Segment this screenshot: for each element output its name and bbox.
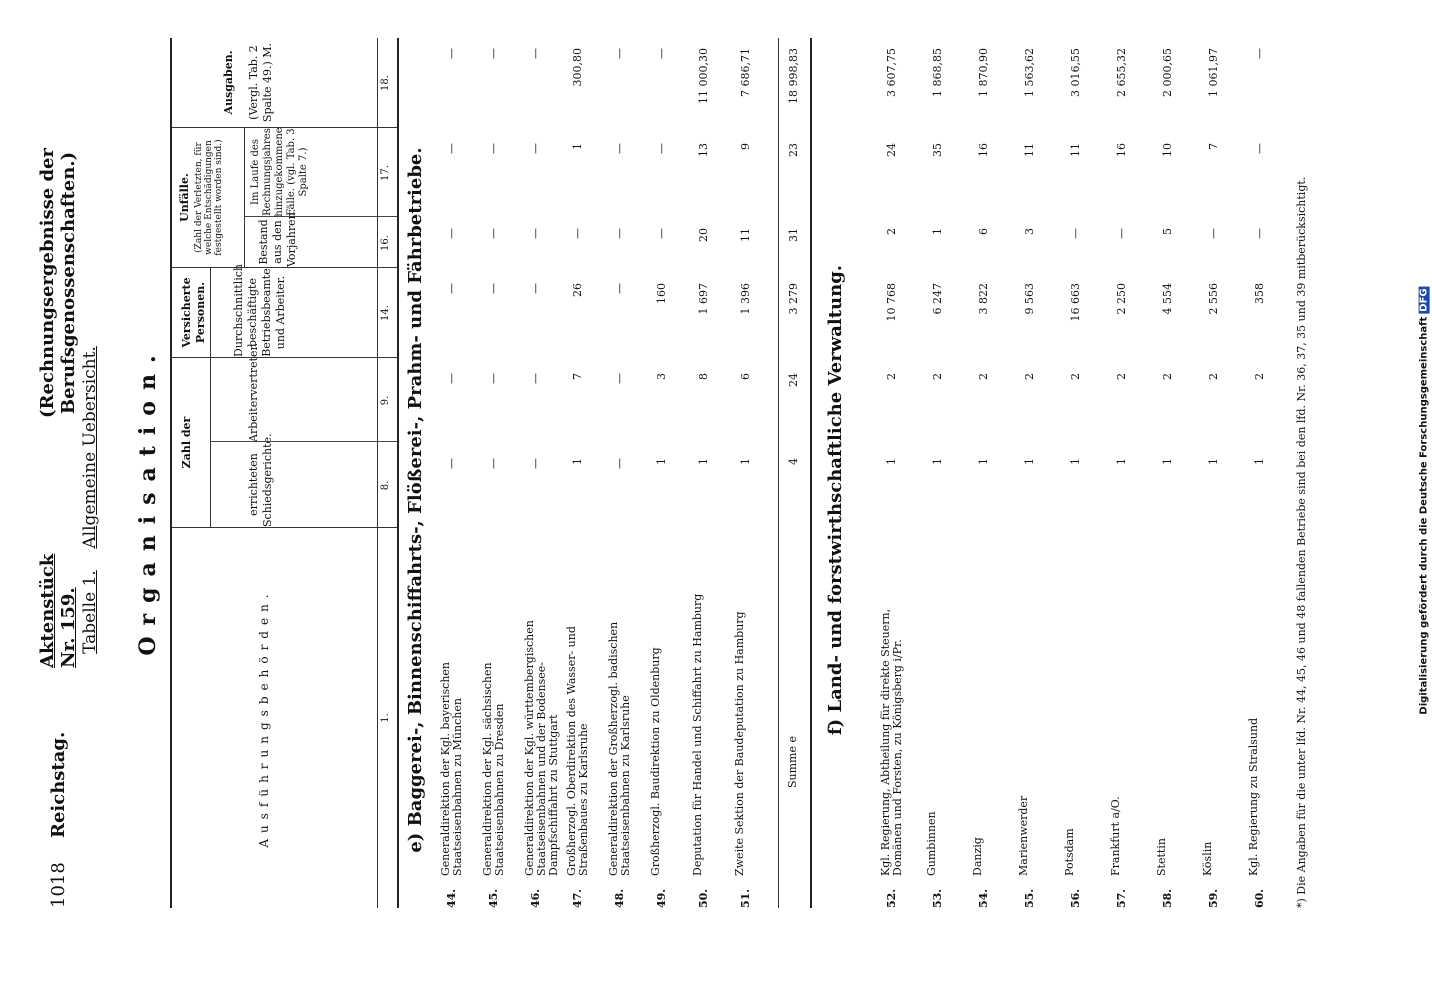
cell-c14: — xyxy=(445,283,458,294)
cell-c16: — xyxy=(529,228,542,239)
cell-c18: 2 655,32 xyxy=(1115,48,1128,97)
cell-c18: 11 000,30 xyxy=(697,48,710,104)
cell-num: 47. xyxy=(571,888,584,908)
cell-c18: 1 563,62 xyxy=(1023,48,1036,97)
cell-c17: 35 xyxy=(931,143,944,157)
col-header-authorities: Ausführungsbehörden. xyxy=(257,588,271,848)
cell-c16: — xyxy=(1253,228,1266,239)
cell-c14: 160 xyxy=(655,283,668,304)
cell-c16: — xyxy=(1115,228,1128,239)
table-row xyxy=(880,38,906,908)
cell-num: 46. xyxy=(529,888,542,908)
cell-c18: 1 061,97 xyxy=(1207,48,1220,97)
cell-c8: 1 xyxy=(1207,458,1220,465)
cell-num: 51. xyxy=(739,888,752,908)
cell-c18: — xyxy=(445,48,458,59)
cell-name: Frankfurt a/O. xyxy=(1109,796,1122,876)
cell-num: 49. xyxy=(655,888,668,908)
cell-name: Generaldirektion der Kgl. sächsischen Staatseisenbahnen zu Dresden xyxy=(481,662,506,876)
cell-name: Köslin xyxy=(1201,841,1214,876)
cell-c16: — xyxy=(655,228,668,239)
cell-c14: — xyxy=(487,283,500,294)
cell-name: Zweite Sektion der Baudeputation zu Hamburg xyxy=(733,611,746,876)
cell-c14: — xyxy=(529,283,542,294)
cell-name: Kgl. Regierung, Abtheilung für direkte Steuern, Domänen und Forsten, zu Königsberg i/Pr. xyxy=(879,608,904,876)
table-row xyxy=(482,38,508,908)
cell-c9: 2 xyxy=(1069,373,1082,380)
footnote: *) Die Angaben für die unter lfd. Nr. 44, 45, 46 und 48 fallenden Betriebe sind bei den lfd. Nr. 36, 37, 35 und 39 mitberücksichtigt. xyxy=(1295,176,1308,908)
cell-c16: — xyxy=(613,228,626,239)
cell-num: 56. xyxy=(1069,888,1082,908)
cell-c14: 358 xyxy=(1253,283,1266,304)
table-row xyxy=(972,38,998,908)
table-row xyxy=(734,38,760,908)
cell-c9: — xyxy=(487,373,500,384)
cell-num: 44. xyxy=(445,888,458,908)
cell-c8: — xyxy=(445,458,458,469)
section-title-f: f) Land- und forstwirthschaftliche Verwaltung. xyxy=(825,264,846,736)
cell-c14: 2 250 xyxy=(1115,283,1128,315)
cell-c9: — xyxy=(445,373,458,384)
cell-c8: 1 xyxy=(1253,458,1266,465)
cell-name: Marienwerder xyxy=(1017,795,1030,876)
cell-c17: 16 xyxy=(1115,143,1128,157)
section-heading-organisation: Organisation. xyxy=(135,344,161,656)
cell-name: Stettin xyxy=(1155,838,1168,876)
cell-num: 57. xyxy=(1115,888,1128,908)
cell-c9: 2 xyxy=(931,373,944,380)
cell-c17: 16 xyxy=(977,143,990,157)
sum-row: Summe e 4 24 3 279 31 23 18 998,83 xyxy=(786,48,800,788)
cell-c17: 11 xyxy=(1069,143,1082,157)
col-header-expenses: Ausgaben. (Vergl. Tab. 2 Spalte 49.) M. xyxy=(172,38,397,128)
cell-c8: 1 xyxy=(1023,458,1036,465)
cell-c17: 10 xyxy=(1161,143,1174,157)
cell-c8: 1 xyxy=(931,458,944,465)
cell-num: 58. xyxy=(1161,888,1174,908)
cell-c9: 2 xyxy=(1161,373,1174,380)
table-row xyxy=(440,38,466,908)
cell-c18: 3 607,75 xyxy=(885,48,898,97)
cell-c17: 9 xyxy=(739,143,752,150)
table-row xyxy=(926,38,952,908)
cell-c8: 1 xyxy=(977,458,990,465)
table-row xyxy=(523,38,560,908)
cell-c9: — xyxy=(613,373,626,384)
cell-c18: — xyxy=(613,48,626,59)
cell-c17: — xyxy=(445,143,458,154)
page-number: 1018 xyxy=(47,862,69,908)
cell-c8: 1 xyxy=(571,458,584,465)
cell-c17: 24 xyxy=(885,143,898,157)
cell-c18: 2 000,65 xyxy=(1161,48,1174,97)
cell-c17: 13 xyxy=(697,143,710,157)
cell-c17: — xyxy=(1253,143,1266,154)
cell-c16: — xyxy=(1069,228,1082,239)
table-row xyxy=(692,38,718,908)
cell-c9: 2 xyxy=(1115,373,1128,380)
cell-num: 60. xyxy=(1253,888,1266,908)
cell-c14: 2 556 xyxy=(1207,283,1220,315)
cell-c18: — xyxy=(529,48,542,59)
cell-c16: 6 xyxy=(977,228,990,235)
cell-c14: 1 396 xyxy=(739,283,752,315)
table-label: Tabelle 1. xyxy=(80,570,100,654)
cell-c16: — xyxy=(1207,228,1220,239)
cell-num: 59. xyxy=(1207,888,1220,908)
table-row xyxy=(1018,38,1044,908)
cell-c17: — xyxy=(487,143,500,154)
cell-c8: — xyxy=(613,458,626,469)
table-header: Ausführungsbehörden. Zahl der errichteten Schiedsgerichte. Arbeitervertreter. Versicherte Personen. Durchschnittlich beschäftigte Betriebsbeamte und Arbeiter. Unfälle. (Zahl der Verletzten, für welche Entschädigungen festgestellt worden sind.) Bestand aus den Vorjahren. Im Laufe des Rechnungsjahres hinzugekommene Fälle. (vgl. Tab. 3 Spalte 7.) Ausgaben. (Vergl. Tab. 2 Spalte 49.) M. 1. 8. 9. 14. 16. 17. 18. xyxy=(170,38,399,908)
cell-c9: — xyxy=(529,373,542,384)
cell-num: 50. xyxy=(697,888,710,908)
cell-c9: 6 xyxy=(739,373,752,380)
cell-num: 55. xyxy=(1023,888,1036,908)
cell-name: Deputation für Handel und Schiffahrt zu Hamburg xyxy=(691,593,704,876)
cell-name: Generaldirektion der Großherzogl. badischen Staatseisenbahnen zu Karlsruhe xyxy=(607,621,632,876)
cell-c16: 11 xyxy=(739,228,752,242)
cell-name: Großherzogl. Oberdirektion des Wasser- und Straßenbaues zu Karlsruhe xyxy=(565,626,590,876)
cell-c17: — xyxy=(655,143,668,154)
cell-c14: 10 768 xyxy=(885,283,898,322)
section-title-e: e) Baggerei-, Binnenschiffahrts-, Flößerei-, Prahm- und Fährbetriebe. xyxy=(405,147,426,853)
cell-c18: 7 686,71 xyxy=(739,48,752,97)
cell-c8: — xyxy=(529,458,542,469)
cell-c18: 1 870,90 xyxy=(977,48,990,97)
cell-c9: 2 xyxy=(1023,373,1036,380)
cell-name: Kgl. Regierung zu Stralsund xyxy=(1247,717,1260,876)
cell-c14: 16 663 xyxy=(1069,283,1082,322)
cell-c17: — xyxy=(613,143,626,154)
cell-c9: 2 xyxy=(1207,373,1220,380)
col-header-persons: Versicherte Personen. Durchschnittlich beschäftigte Betriebsbeamte und Arbeiter. xyxy=(172,268,397,358)
cell-c9: 2 xyxy=(885,373,898,380)
cell-c16: 3 xyxy=(1023,228,1036,235)
cell-num: 54. xyxy=(977,888,990,908)
cell-num: 45. xyxy=(487,888,500,908)
cell-name: Potsdam xyxy=(1063,828,1076,876)
cell-c14: 6 247 xyxy=(931,283,944,315)
page-header xyxy=(38,38,78,908)
table-row xyxy=(1064,38,1090,908)
cell-c8: 1 xyxy=(739,458,752,465)
cell-name: Großherzogl. Baudirektion zu Oldenburg xyxy=(649,647,662,876)
cell-num: 52. xyxy=(885,888,898,908)
table-subtitle xyxy=(80,0,100,1000)
cell-c18: — xyxy=(487,48,500,59)
cell-c14: 4 554 xyxy=(1161,283,1174,315)
table-title: Allgemeine Uebersicht. xyxy=(80,346,100,549)
cell-c17: 7 xyxy=(1207,143,1220,150)
col-header-accidents: Unfälle. (Zahl der Verletzten, für welche Entschädigungen festgestellt worden sind.) Bestand aus den Vorjahren. Im Laufe des Rechnungsjahres hinzugekommene Fälle. (vgl. Tab. 3 Spalte 7.) xyxy=(172,128,397,268)
dfg-credit xyxy=(1417,0,1431,1000)
cell-c8: 1 xyxy=(1115,458,1128,465)
cell-name: Generaldirektion der Kgl. württembergischen Staatseisenbahnen und der Bodensee-Dampfschiffahrt zu Stuttgart xyxy=(523,620,560,876)
cell-c18: 1 868,85 xyxy=(931,48,944,97)
cell-c9: 2 xyxy=(1253,373,1266,380)
header-institution: Reichstag. xyxy=(47,731,69,838)
cell-c16: 2 xyxy=(885,228,898,235)
cell-c9: 3 xyxy=(655,373,668,380)
cell-c18: 300,80 xyxy=(571,48,584,87)
cell-c9: 8 xyxy=(697,373,710,380)
cell-c16: — xyxy=(445,228,458,239)
cell-c18: — xyxy=(1253,48,1266,59)
cell-c14: 3 822 xyxy=(977,283,990,315)
header-document-number: Aktenstück Nr. 159. xyxy=(37,553,79,668)
table-row xyxy=(650,38,676,908)
cell-num: 53. xyxy=(931,888,944,908)
cell-num: 48. xyxy=(613,888,626,908)
sum-separator xyxy=(778,38,779,908)
cell-c18: — xyxy=(655,48,668,59)
table-row xyxy=(1202,38,1228,908)
cell-c14: — xyxy=(613,283,626,294)
cell-c16: 20 xyxy=(697,228,710,242)
cell-c16: 1 xyxy=(931,228,944,235)
cell-c9: 7 xyxy=(571,373,584,380)
cell-c17: — xyxy=(529,143,542,154)
cell-c8: 1 xyxy=(655,458,668,465)
cell-c8: 1 xyxy=(1161,458,1174,465)
cell-c8: 1 xyxy=(885,458,898,465)
cell-c8: 1 xyxy=(1069,458,1082,465)
cell-name: Gumbinnen xyxy=(925,811,938,876)
cell-c14: 1 697 xyxy=(697,283,710,315)
cell-c17: 11 xyxy=(1023,143,1036,157)
table-row xyxy=(1248,38,1274,908)
cell-c8: 1 xyxy=(697,458,710,465)
dfg-logo: DFG xyxy=(1418,287,1430,312)
table-row xyxy=(1156,38,1182,908)
cell-c18: 3 016,55 xyxy=(1069,48,1082,97)
cell-c16: 5 xyxy=(1161,228,1174,235)
col-header-zahl-der: Zahl der errichteten Schiedsgerichte. Arbeitervertreter. xyxy=(172,358,397,528)
table-row xyxy=(608,38,634,908)
cell-c16: — xyxy=(487,228,500,239)
digitization-credit: Digitalisierung gefördert durch die Deutsche Forschungsgemeinschaft xyxy=(1418,316,1430,715)
table-row xyxy=(1110,38,1136,908)
cell-c16: — xyxy=(571,228,584,239)
cell-c14: 9 563 xyxy=(1023,283,1036,315)
cell-c8: — xyxy=(487,458,500,469)
cell-c9: 2 xyxy=(977,373,990,380)
cell-c14: 26 xyxy=(571,283,584,297)
cell-name: Danzig xyxy=(971,837,984,876)
cell-name: Generaldirektion der Kgl. bayerischen Staatseisenbahnen zu München xyxy=(439,661,464,876)
cell-c17: 1 xyxy=(571,143,584,150)
header-title: (Rechnungsergebnisse der Berufsgenossenschaften.) xyxy=(37,148,79,418)
table-row xyxy=(566,38,592,908)
